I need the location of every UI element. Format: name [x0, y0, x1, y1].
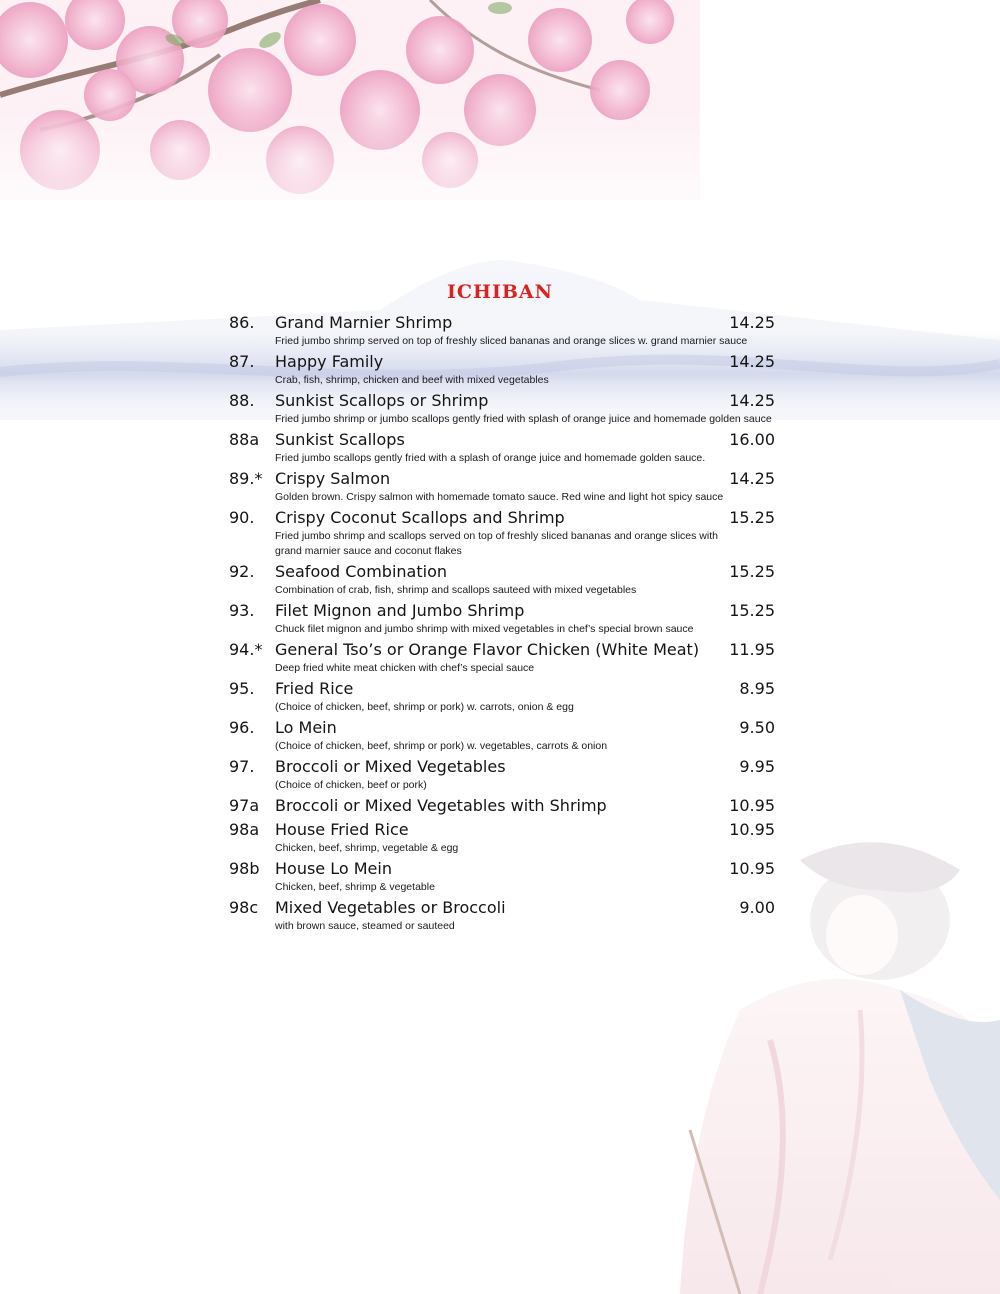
item-price: 15.25: [729, 601, 775, 620]
item-description: Combination of crab, fish, shrimp and scallops sauteed with mixed vegetables: [275, 584, 637, 596]
item-name: Sunkist Scallops or Shrimp: [275, 391, 489, 410]
item-number: 97a: [229, 796, 260, 815]
item-name: Grand Marnier Shrimp: [275, 313, 453, 332]
item-price: 16.00: [729, 430, 775, 449]
menu-item: [229, 858, 775, 895]
item-number: 98b: [229, 859, 260, 878]
item-price: 15.25: [729, 562, 775, 581]
item-price: 9.00: [739, 898, 775, 917]
item-description: Fried jumbo shrimp or jumbo scallops gently fried with splash of orange juice and homemade golden sauce: [275, 413, 772, 425]
section-title: ICHIBAN: [446, 281, 554, 303]
item-number: 95.: [229, 679, 255, 698]
item-description: Fried jumbo shrimp served on top of freshly sliced bananas and orange slices w. grand marnier sauce: [275, 335, 748, 347]
item-number: 97.: [229, 757, 255, 776]
item-description: Chicken, beef, shrimp & vegetable: [275, 881, 435, 893]
item-number: 93.: [229, 601, 255, 620]
item-number: 94.*: [229, 640, 263, 659]
item-description: Golden brown. Crispy salmon with homemade tomato sauce. Red wine and light hot spicy sauce: [275, 491, 724, 503]
menu-item: [229, 795, 775, 817]
item-name: House Lo Mein: [275, 859, 392, 878]
item-number: 87.: [229, 352, 255, 371]
item-name: Broccoli or Mixed Vegetables: [275, 757, 506, 776]
item-number: 98a: [229, 820, 260, 839]
item-number: 88a: [229, 430, 260, 449]
menu-item: [229, 897, 775, 934]
item-description: Deep fried white meat chicken with chef’s special sauce: [275, 662, 535, 674]
item-price: 10.95: [729, 820, 775, 839]
item-description: (Choice of chicken, beef, shrimp or pork) w. vegetables, carrots & onion: [275, 740, 608, 752]
item-description: Chuck filet mignon and jumbo shrimp with mixed vegetables in chef’s special brown sauce: [275, 623, 694, 635]
menu-item: [229, 507, 775, 559]
item-name: House Fried Rice: [275, 820, 409, 839]
item-name: Seafood Combination: [275, 562, 447, 581]
item-name: General Tso’s or Orange Flavor Chicken (White Meat): [275, 640, 700, 659]
menu-list: [229, 312, 775, 936]
item-name: Fried Rice: [275, 679, 354, 698]
menu-item: [229, 717, 775, 754]
menu-item: [229, 819, 775, 856]
menu-item: [229, 756, 775, 793]
item-description: with brown sauce, steamed or sauteed: [275, 920, 455, 932]
item-price: 10.95: [729, 859, 775, 878]
menu-item: [229, 390, 775, 427]
menu-item: [229, 468, 775, 505]
item-price: 14.25: [729, 352, 775, 371]
menu-item: [229, 561, 775, 598]
menu-item: [229, 600, 775, 637]
menu-item: [229, 351, 775, 388]
item-price: 9.50: [739, 718, 775, 737]
item-description: Fried jumbo scallops gently fried with a splash of orange juice and homemade golden sauce.: [275, 452, 706, 464]
item-description: (Choice of chicken, beef, shrimp or pork) w. carrots, onion & egg: [275, 701, 574, 713]
item-name: Happy Family: [275, 352, 384, 371]
item-name: Broccoli or Mixed Vegetables with Shrimp: [275, 796, 607, 815]
item-price: 11.95: [729, 640, 775, 659]
item-number: 89.*: [229, 469, 263, 488]
item-number: 92.: [229, 562, 255, 581]
item-description: Crab, fish, shrimp, chicken and beef with mixed vegetables: [275, 374, 549, 386]
item-description: Chicken, beef, shrimp, vegetable & egg: [275, 842, 459, 854]
item-name: Sunkist Scallops: [275, 430, 405, 449]
item-price: 8.95: [739, 679, 775, 698]
item-number: 98c: [229, 898, 259, 917]
item-price: 14.25: [729, 313, 775, 332]
item-number: 88.: [229, 391, 255, 410]
item-name: Crispy Salmon: [275, 469, 391, 488]
item-price: 10.95: [729, 796, 775, 815]
item-number: 86.: [229, 313, 255, 332]
item-price: 15.25: [729, 508, 775, 527]
cherry-blossom-artwork: [0, 0, 1000, 240]
item-number: 90.: [229, 508, 255, 527]
item-name: Crispy Coconut Scallops and Shrimp: [275, 508, 565, 527]
item-price: 14.25: [729, 391, 775, 410]
item-name: Mixed Vegetables or Broccoli: [275, 898, 506, 917]
menu-item: [229, 678, 775, 715]
item-name: Filet Mignon and Jumbo Shrimp: [275, 601, 525, 620]
menu-item: [229, 429, 775, 466]
item-number: 96.: [229, 718, 255, 737]
item-description: Fried jumbo shrimp and scallops served on top of freshly sliced bananas and orange slices with grand marnier sauce and coconut flakes: [275, 530, 718, 557]
menu-item: [229, 639, 775, 676]
item-description: (Choice of chicken, beef or pork): [275, 779, 427, 791]
item-price: 14.25: [729, 469, 775, 488]
menu-item: [229, 312, 775, 349]
item-price: 9.95: [739, 757, 775, 776]
item-name: Lo Mein: [275, 718, 337, 737]
